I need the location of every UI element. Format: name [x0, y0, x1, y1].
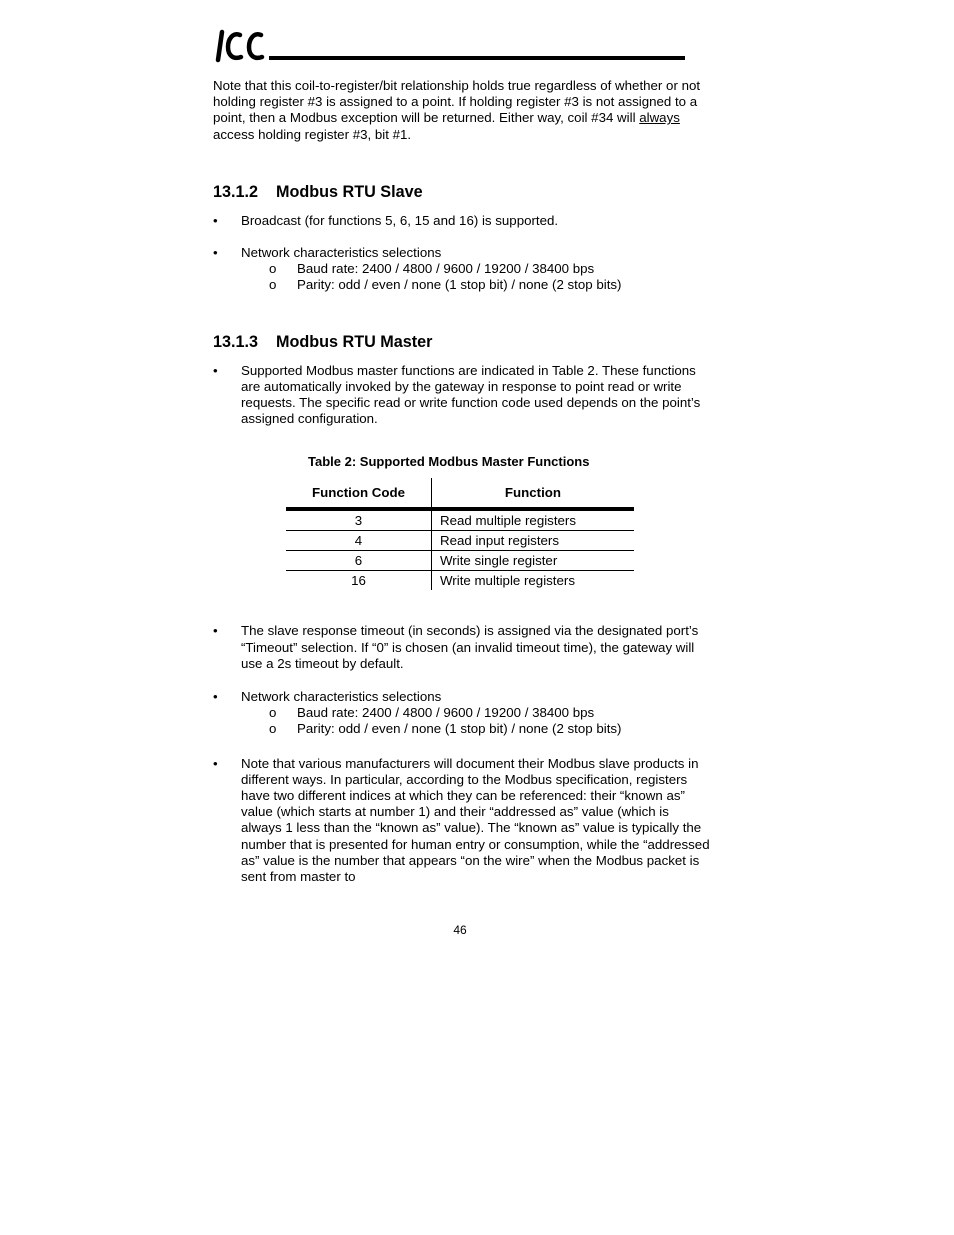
bullet-slave-timeout: • The slave response timeout (in seconds) is assigned via the designated port’s “Timeout” selection. If “0” is chosen (an invalid timeout time), the gateway will use a 2s timeout by default.: [213, 623, 699, 671]
sub-bullet-circle: o: [269, 721, 277, 737]
bullet-dot: •: [213, 212, 218, 228]
table-row: [286, 509, 634, 531]
function-code-cell: 3: [286, 509, 432, 531]
function-name-cell: Write single register: [432, 551, 635, 571]
sub-bullet-parity-master: o Parity: odd / even / none (1 stop bit) / none (2 stop bits): [269, 721, 622, 737]
sub-bullet-baud-slave: o Baud rate: 2400 / 4800 / 9600 / 19200 / 38400 bps: [269, 261, 595, 277]
bullet-network-master: • Network characteristics selections: [213, 689, 442, 705]
column-header-function: Function: [432, 478, 635, 509]
page-header: [213, 26, 685, 66]
bullet-network-slave: • Network characteristics selections: [213, 245, 442, 261]
table-row: [286, 551, 634, 571]
bullet-dot: •: [213, 755, 218, 771]
page-content: [213, 78, 713, 885]
bullet-broadcast: • Broadcast (for functions 5, 6, 15 and 16) is supported.: [213, 212, 559, 228]
icc-logo-icon: [213, 26, 271, 64]
table-row: [286, 531, 634, 551]
sub-bullet-parity-slave: o Parity: odd / even / none (1 stop bit) / none (2 stop bits): [269, 277, 622, 293]
header-rule: [269, 56, 685, 60]
sub-bullet-circle: o: [269, 705, 277, 721]
sub-bullet-baud-master: o Baud rate: 2400 / 4800 / 9600 / 19200 / 38400 bps: [269, 705, 595, 721]
page-number: 46: [453, 923, 467, 937]
sub-bullet-circle: o: [269, 261, 277, 277]
underlined-word: always: [639, 110, 680, 126]
functions-table: [286, 478, 634, 590]
table-caption: Table 2: Supported Modbus Master Functions: [308, 454, 590, 470]
function-code-cell: 6: [286, 551, 432, 571]
section-heading-rtu-master: 13.1.3 Modbus RTU Master: [213, 332, 433, 351]
function-name-cell: Read input registers: [432, 531, 635, 551]
section-heading-rtu-slave: 13.1.2 Modbus RTU Slave: [213, 182, 423, 201]
function-name-cell: Read multiple registers: [432, 509, 635, 531]
bullet-dot: •: [213, 623, 218, 639]
column-header-function-code: Function Code: [286, 478, 432, 509]
sub-bullet-circle: o: [269, 277, 277, 293]
bullet-manufacturer-note: • Note that various manufacturers will document their Modbus slave products in different ways. In particular, according to the Modbus specification, registers have two different indices at which they can be referenced: their “known as” value (which starts at number 1) and their “addressed as” value (which is always 1 less than the “known as” value). The “known as” value is typically the number that is presented for human entry or consumption, while the “addressed as” value is the number that appears “on the wire” when the Modbus packet is sent from master to: [213, 755, 710, 885]
function-code-cell: 4: [286, 531, 432, 551]
bullet-dot: •: [213, 245, 218, 261]
bullet-dot: •: [213, 362, 218, 378]
bullet-supported-functions: • Supported Modbus master functions are indicated in Table 2. These functions are automatically invoked by the gateway in response to point read or write requests. The specific read or write function code used depends on the point’s assigned configuration.: [213, 362, 701, 427]
table-row: [286, 571, 634, 591]
function-code-cell: 16: [351, 573, 366, 589]
intro-paragraph: Note that this coil-to-register/bit relationship holds true regardless of whether or not holding register #3 is assigned to a point. If holding register #3 is not assigned to a point, then a Modbus exception will be returned. Either way, coil #34 will always access holding register #3, bit #1.: [213, 78, 701, 142]
function-name-cell: Write multiple registers: [432, 571, 635, 591]
bullet-dot: •: [213, 689, 218, 705]
